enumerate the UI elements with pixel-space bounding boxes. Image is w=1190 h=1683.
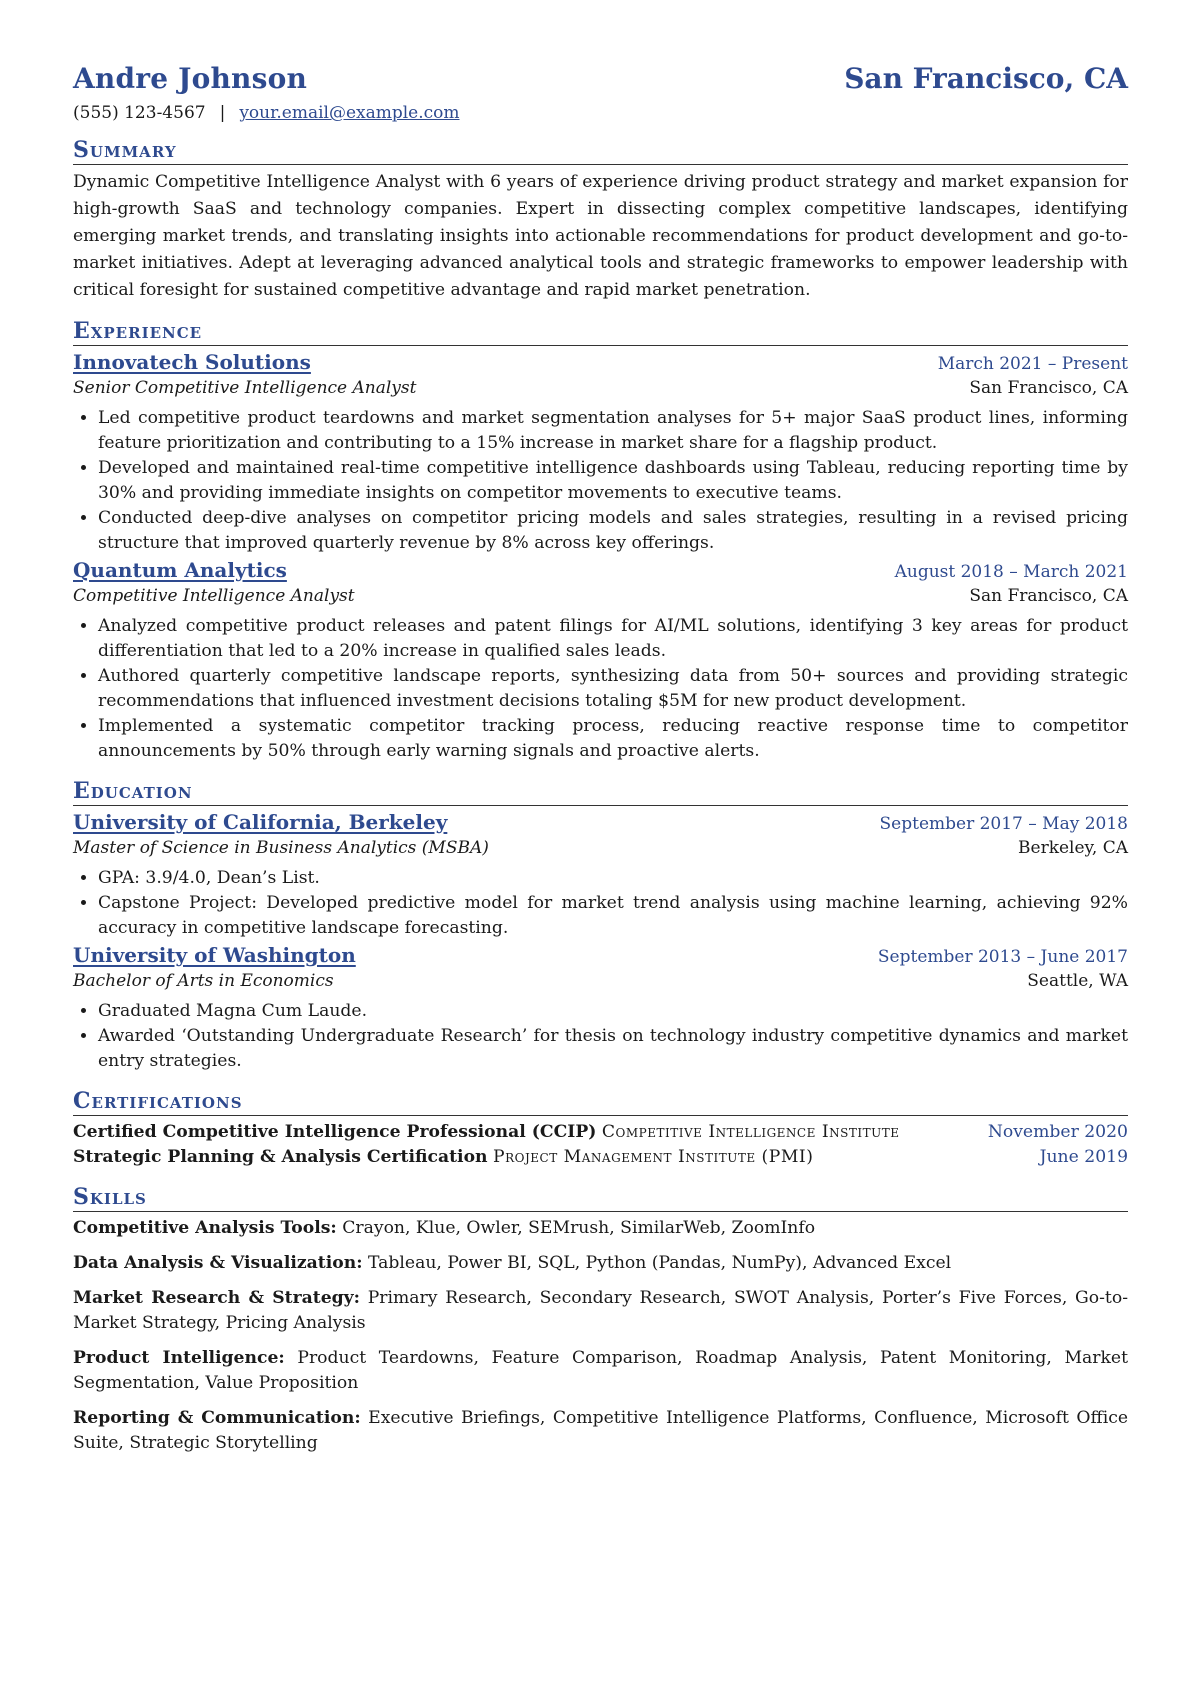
list-item: • Capstone Project: Developed predictive model for market trend analysis using machine learning, achieving 92% accuracy in competitive landscape forecasting. <box>98 891 1128 941</box>
skill-item <box>73 1251 1128 1276</box>
study-dates: September 2013 – June 2017 <box>877 947 1128 967</box>
skill-item <box>73 1286 1128 1336</box>
employer-link[interactable]: Innovatech Solutions <box>73 350 311 374</box>
email-link[interactable]: your.email@example.com <box>239 103 460 123</box>
list-item: • GPA: 3.9/4.0, Dean’s List. <box>98 866 1128 891</box>
experience-section <box>73 318 1128 764</box>
experience-bullets <box>73 406 1128 556</box>
summary-heading: Summary <box>73 137 1128 165</box>
skill-category: Product Intelligence: <box>73 1348 285 1368</box>
employer-link[interactable]: Quantum Analytics <box>73 558 287 582</box>
employment-dates: March 2021 – Present <box>937 354 1128 374</box>
list-item: • Graduated Magna Cum Laude. <box>98 999 1128 1024</box>
skills-heading: Skills <box>73 1184 1128 1212</box>
employment-dates: August 2018 – March 2021 <box>894 562 1128 582</box>
certification-item <box>73 1145 1128 1170</box>
job-location: San Francisco, CA <box>969 378 1128 398</box>
skill-list: Crayon, Klue, Owler, SEMrush, SimilarWeb, ZoomInfo <box>342 1218 816 1238</box>
skill-list: Executive Briefings, Competitive Intelligence Platforms, Confluence, Microsoft Office Suite, Strategic Storytelling <box>73 1408 1128 1453</box>
list-item: • Developed and maintained real-time competitive intelligence dashboards using Tableau, reducing reporting time by 30% and providing immediate insights on competitor movements to executive teams. <box>98 456 1128 506</box>
job-location: San Francisco, CA <box>969 586 1128 606</box>
skill-category: Reporting & Communication: <box>73 1408 361 1428</box>
list-item: • Authored quarterly competitive landscape reports, synthesizing data from 50+ sources and providing strategic recommendations that influenced investment decisions totaling $5M for new product development. <box>98 664 1128 714</box>
list-item: • Implemented a systematic competitor tracking process, reducing reactive response time to competitor announcements by 50% through early warning signals and proactive alerts. <box>98 714 1128 764</box>
certifications-heading: Certifications <box>73 1088 1128 1116</box>
education-section <box>73 778 1128 1074</box>
certifications-section <box>73 1088 1128 1170</box>
job-title: Senior Competitive Intelligence Analyst <box>73 378 417 398</box>
skill-item <box>73 1406 1128 1456</box>
skill-item <box>73 1216 1128 1241</box>
experience-bullets <box>73 614 1128 764</box>
certification-name: Certified Competitive Intelligence Professional (CCIP) <box>73 1122 597 1142</box>
degree-title: Bachelor of Arts in Economics <box>73 971 334 991</box>
certification-issuer: Project Management Institute (PMI) <box>493 1147 814 1167</box>
degree-title: Master of Science in Business Analytics (MSBA) <box>73 838 489 858</box>
education-bullets <box>73 866 1128 941</box>
list-item: • Conducted deep-dive analyses on competitor pricing models and sales strategies, resulting in a revised pricing structure that improved quarterly revenue by 8% across key offerings. <box>98 506 1128 556</box>
summary-text: Dynamic Competitive Intelligence Analyst with 6 years of experience driving product strategy and market expansion for high-growth SaaS and technology companies. Expert in dissecting complex competitive landscapes, identifying emerging market trends, and translating insights into actionable recommendations for product development and go-to-market initiatives. Adept at leveraging advanced analytical tools and strategic frameworks to empower leadership with critical foresight for sustained competitive advantage and rapid market penetration. <box>73 172 1128 300</box>
experience-entry <box>73 350 1128 556</box>
certification-issuer: Competitive Intelligence Institute <box>601 1122 900 1142</box>
school-location: Seattle, WA <box>1027 971 1128 991</box>
list-item: • Awarded ‘Outstanding Undergraduate Research’ for thesis on technology industry competitive dynamics and market entry strategies. <box>98 1024 1128 1074</box>
certification-date: November 2020 <box>987 1122 1128 1142</box>
skills-section <box>73 1184 1128 1456</box>
skill-item <box>73 1346 1128 1396</box>
list-item: • Analyzed competitive product releases and patent filings for AI/ML solutions, identifying 3 key areas for product differentiation that led to a 20% increase in qualified sales leads. <box>98 614 1128 664</box>
certification-item <box>73 1120 1128 1145</box>
skill-list: Tableau, Power BI, SQL, Python (Pandas, NumPy), Advanced Excel <box>368 1253 952 1273</box>
list-item: • Led competitive product teardowns and market segmentation analyses for 5+ major SaaS product lines, informing feature prioritization and contributing to a 15% increase in market share for a flagship product. <box>98 406 1128 456</box>
candidate-location: San Francisco, CA <box>844 62 1128 95</box>
education-entry <box>73 810 1128 941</box>
education-heading: Education <box>73 778 1128 806</box>
skill-list: Primary Research, Secondary Research, SWOT Analysis, Porter’s Five Forces, Go-to-Market Strategy, Pricing Analysis <box>73 1288 1128 1333</box>
candidate-name: Andre Johnson <box>73 62 308 95</box>
school-location: Berkeley, CA <box>1018 838 1128 858</box>
study-dates: September 2017 – May 2018 <box>879 814 1128 834</box>
certification-name: Strategic Planning & Analysis Certification <box>73 1147 488 1167</box>
education-bullets <box>73 999 1128 1074</box>
school-link[interactable]: University of California, Berkeley <box>73 810 448 834</box>
school-link[interactable]: University of Washington <box>73 943 356 967</box>
summary-section <box>73 137 1128 304</box>
experience-entry <box>73 558 1128 764</box>
job-title: Competitive Intelligence Analyst <box>73 586 355 606</box>
contact-separator: | <box>219 103 226 123</box>
skill-category: Competitive Analysis Tools: <box>73 1218 337 1238</box>
phone-number: (555) 123-4567 <box>73 103 206 123</box>
resume-header <box>73 62 1128 95</box>
certification-date: June 2019 <box>1039 1147 1128 1167</box>
education-entry <box>73 943 1128 1074</box>
skill-category: Data Analysis & Visualization: <box>73 1253 363 1273</box>
skill-category: Market Research & Strategy: <box>73 1288 360 1308</box>
skill-list: Product Teardowns, Feature Comparison, Roadmap Analysis, Patent Monitoring, Market Segmentation, Value Proposition <box>73 1348 1128 1393</box>
resume-page <box>73 62 1128 1466</box>
experience-heading: Experience <box>73 318 1128 346</box>
contact-line <box>73 103 1128 123</box>
